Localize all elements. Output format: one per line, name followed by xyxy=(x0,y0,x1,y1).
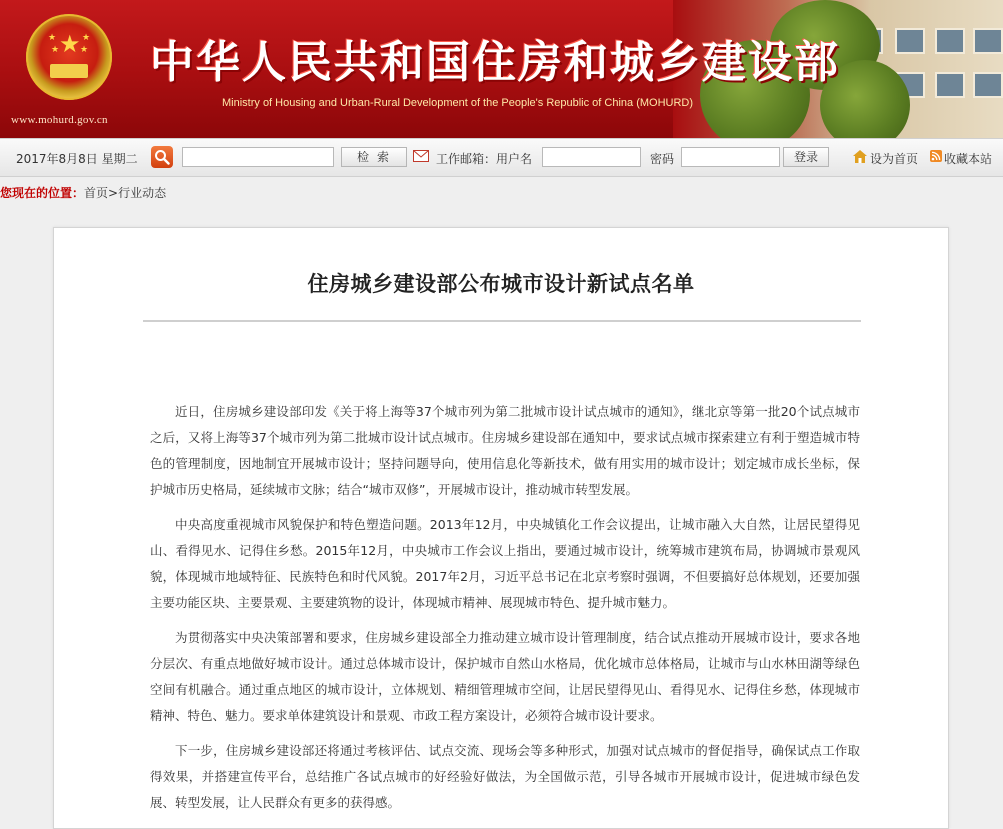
breadcrumb-label: 您现在的位置： xyxy=(0,186,85,200)
password-input[interactable] xyxy=(681,147,780,167)
building-window xyxy=(895,28,925,54)
article-paragraph: 为贯彻落实中央决策部署和要求，住房城乡建设部全力推动建立城市设计管理制度，结合试点推动开展城市设计，要求各地分层次、有重点地做好城市设计。通过总体城市设计，保护城市自然山水格局，优化城市总体格局，让城市与山水林田湖等绿色空间有机融合。通过重点地区的城市设计，立体规划、精细管理城市空间，让居民望得见山、看得见水、记得住乡愁，体现城市精神、特色、魅力。要求单体建筑设计和景观、市政工程方案设计，必须符合城市设计要求。 xyxy=(150,630,860,723)
breadcrumb-home-link[interactable]: 首页 xyxy=(84,186,109,200)
building-window xyxy=(935,72,965,98)
search-input[interactable] xyxy=(182,147,334,167)
article-card xyxy=(53,227,949,829)
current-date: 2017年8月8日 星期二 xyxy=(16,152,138,166)
top-toolbar xyxy=(0,138,1003,177)
site-banner xyxy=(0,0,1003,138)
national-emblem-logo[interactable] xyxy=(26,14,112,100)
username-input[interactable] xyxy=(542,147,641,167)
star-icon: ★ xyxy=(59,30,81,58)
site-title: 中华人民共和国住房和城乡建设部 xyxy=(150,37,840,88)
building-window xyxy=(935,28,965,54)
article-paragraph: 中央高度重视城市风貌保护和特色塑造问题。2013年12月，中央城镇化工作会议提出，让城市融入大自然，让居民望得见山、看得见水、记得住乡愁。2015年12月，中央城市工作会议上指出，要通过城市设计，统筹城市建筑布局，协调城市景观风貌，体现城市地域特征、民族特色和时代风貌。2017年2月，习近平总书记在北京考察时强调，不但要搞好总体规划，还要加强主要功能区块、主要景观、主要建筑物的设计，体现城市精神、展现城市特色、提升城市魅力。 xyxy=(150,517,860,610)
breadcrumb-separator: > xyxy=(108,186,119,200)
breadcrumb xyxy=(0,184,166,201)
home-icon xyxy=(853,150,867,166)
site-url[interactable]: www.mohurd.gov.cn xyxy=(11,114,108,126)
building-window xyxy=(973,28,1003,54)
search-icon[interactable] xyxy=(151,146,173,168)
article-paragraph: 下一步，住房城乡建设部还将通过考核评估、试点交流、现场会等多种形式，加强对试点城市的督促指导，确保试点工作取得效果，并搭建宣传平台，总结推广各试点城市的好经验好做法，为全国做示范，引导各城市开展城市设计，促进城市绿色发展、转型发展，让人民群众有更多的获得感。 xyxy=(150,743,860,810)
article-body xyxy=(150,399,860,825)
emblem-gate xyxy=(50,64,88,78)
star-icon: ★ xyxy=(80,45,89,55)
building-window xyxy=(973,72,1003,98)
password-label: 密码 xyxy=(650,152,675,166)
rss-favorite-icon xyxy=(930,150,942,165)
bookmark-site-link[interactable]: 收藏本站 xyxy=(944,152,993,166)
search-button[interactable]: 检索 xyxy=(341,147,407,167)
mail-icon xyxy=(413,150,429,165)
work-mail-username-label: 工作邮箱：用户名 xyxy=(436,152,533,166)
article-paragraph: 近日，住房城乡建设部印发《关于将上海等37个城市列为第二批城市设计试点城市的通知》，继北京等第一批20个试点城市之后，又将上海等37个城市列为第二批城市设计试点城市。住房城乡建设部在通知中，要求试点城市探索建立有利于塑造城市特色的管理制度，因地制宜开展城市设计；坚持问题导向，使用信息化等新技术，做有用实用的城市设计；划定城市成长坐标，保护城市历史格局，延续城市文脉；结合“城市双修”，开展城市设计，推动城市转型发展。 xyxy=(150,404,860,497)
title-divider xyxy=(143,320,861,322)
star-icon: ★ xyxy=(51,45,60,55)
login-button[interactable]: 登录 xyxy=(783,147,829,167)
site-subtitle: Ministry of Housing and Urban-Rural Development of the People's Republic of China (MOHURD) xyxy=(222,97,694,109)
breadcrumb-industry-news-link[interactable]: 行业动态 xyxy=(118,186,167,200)
star-icon: ★ xyxy=(48,33,57,43)
set-homepage-link[interactable]: 设为首页 xyxy=(870,152,919,166)
star-icon: ★ xyxy=(82,33,91,43)
article-title: 住房城乡建设部公布城市设计新试点名单 xyxy=(307,272,695,296)
